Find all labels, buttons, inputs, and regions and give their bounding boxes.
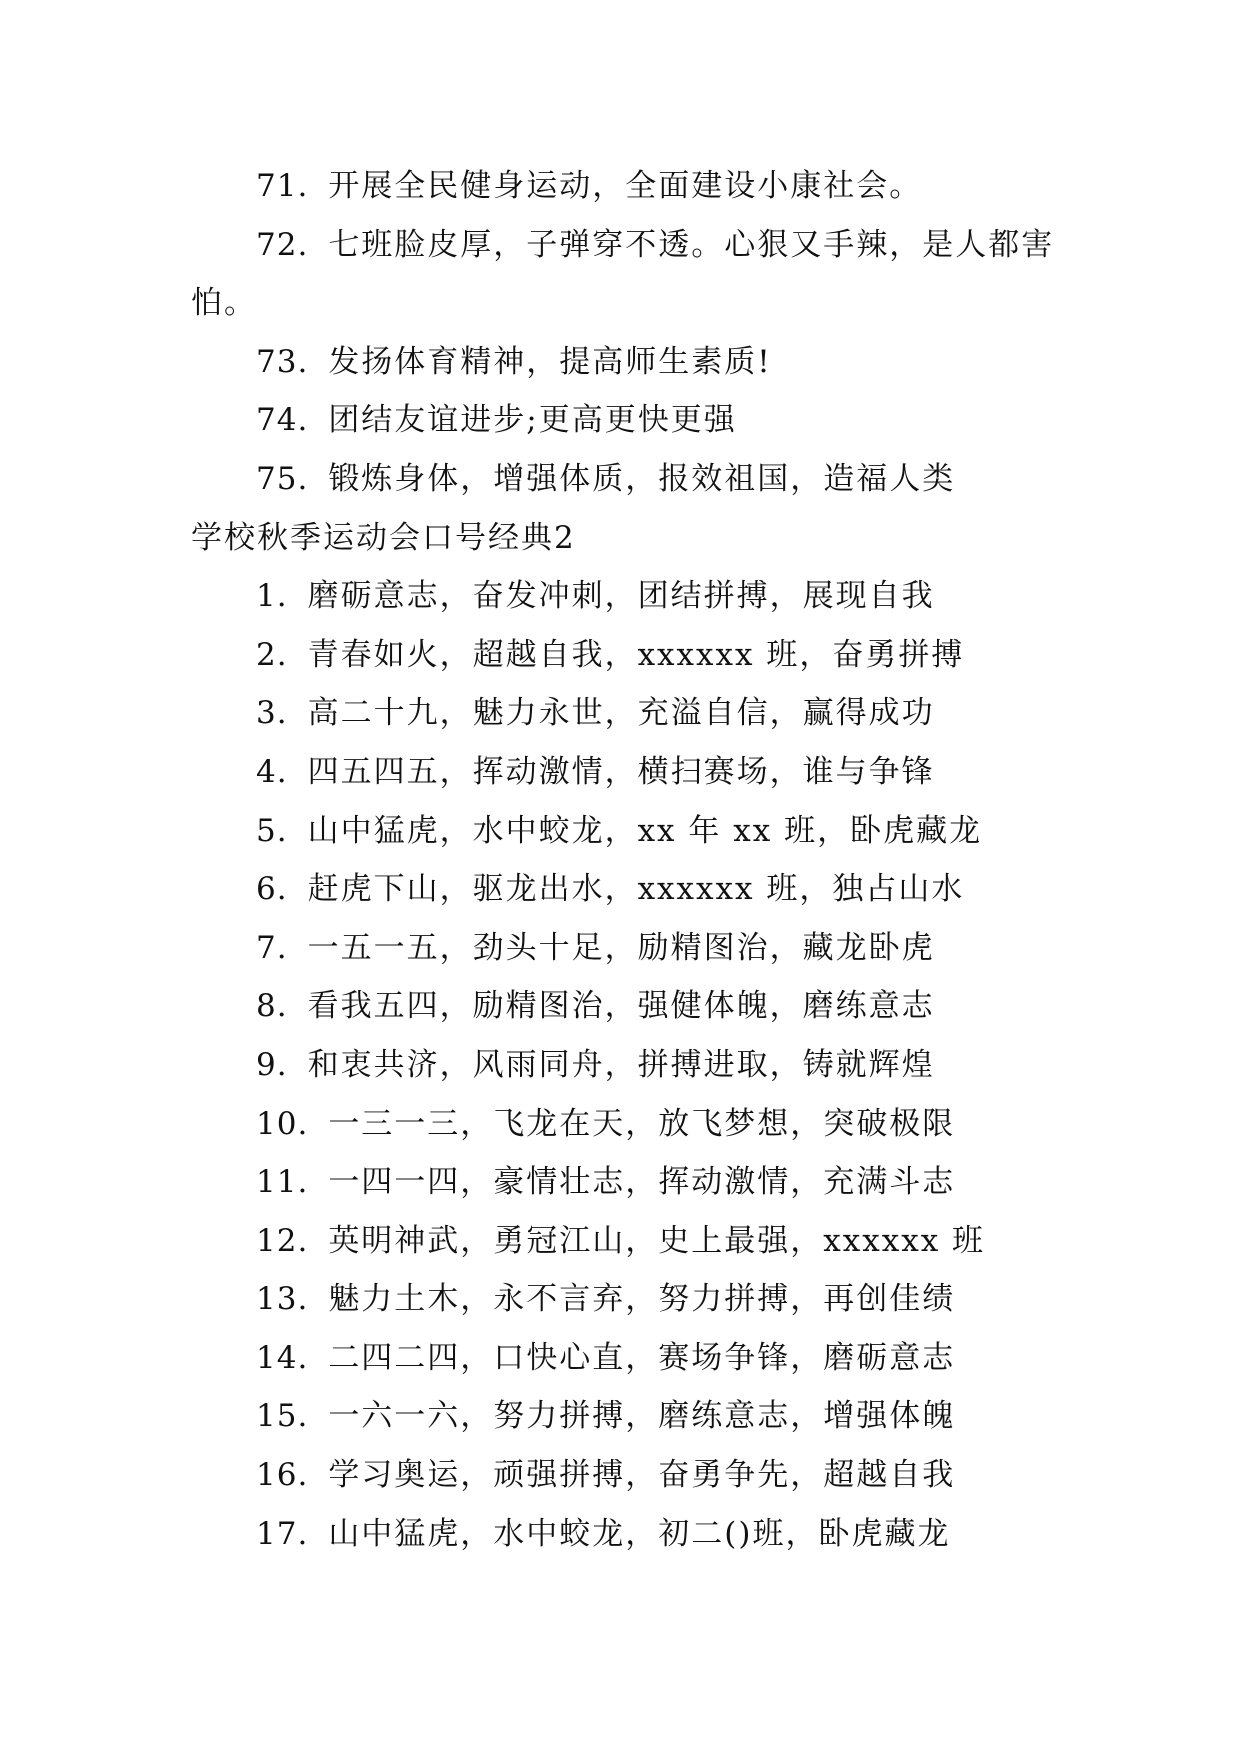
slogan-text: 一三一三，飞龙在天，放飞梦想，突破极限	[328, 1105, 956, 1142]
slogan-number: 73.	[256, 343, 309, 380]
section-title: 学校秋季运动会口号经典2	[191, 519, 576, 556]
slogan-text: 发扬体育精神，提高师生素质!	[328, 343, 772, 380]
slogan-number: 9.	[256, 1046, 288, 1083]
slogan-text: 七班脸皮厚，子弹穿不透。心狠又手辣，是人都害	[328, 226, 1055, 263]
slogan-73	[191, 333, 1057, 392]
slogan-number: 3.	[256, 695, 288, 732]
slogan-14	[191, 1329, 1057, 1388]
slogan-72	[191, 216, 1057, 275]
slogan-1	[191, 567, 1057, 626]
slogan-number: 7.	[256, 929, 288, 966]
document-body	[191, 157, 1057, 1563]
slogan-text: 开展全民健身运动，全面建设小康社会。	[328, 168, 923, 204]
slogan-text: 锻炼身体，增强体质，报效祖国，造福人类	[328, 460, 956, 497]
slogan-number: 74.	[256, 402, 309, 439]
slogan-75	[191, 450, 1057, 509]
slogan-number: 75.	[256, 460, 309, 497]
slogan-number: 8.	[256, 988, 288, 1025]
slogan-number: 13.	[256, 1281, 309, 1318]
slogan-text: 磨砺意志，奋发冲刺，团结拼搏，展现自我	[307, 578, 935, 615]
slogan-text: 一五一五，劲头十足，励精图治，藏龙卧虎	[307, 929, 935, 966]
slogan-text: 二四二四，口快心直，赛场争锋，磨砺意志	[328, 1339, 956, 1376]
slogan-number: 16.	[256, 1457, 309, 1494]
slogan-4	[191, 743, 1057, 802]
slogan-16	[191, 1446, 1057, 1505]
slogan-72-continuation	[191, 274, 1057, 333]
slogan-5	[191, 802, 1057, 861]
slogan-10	[191, 1095, 1057, 1154]
slogan-number: 11.	[256, 1164, 309, 1201]
slogan-number: 5.	[256, 812, 288, 849]
slogan-number: 71.	[256, 168, 309, 204]
slogan-9	[191, 1036, 1057, 1095]
slogan-71	[191, 157, 1057, 216]
slogan-text: 一六一六，努力拼搏，磨练意志，增强体魄	[328, 1398, 956, 1435]
slogan-3	[191, 684, 1057, 743]
slogan-text: 山中猛虎，水中蛟龙，初二()班，卧虎藏龙	[328, 1515, 951, 1552]
slogan-text: 四五四五，挥动激情，横扫赛场，谁与争锋	[307, 753, 935, 790]
slogan-number: 72.	[256, 226, 309, 263]
slogan-number: 6.	[256, 871, 288, 908]
slogan-8	[191, 977, 1057, 1036]
slogan-text: 高二十九，魅力永世，充溢自信，赢得成功	[307, 695, 935, 732]
slogan-number: 17.	[256, 1515, 309, 1552]
slogan-number: 15.	[256, 1398, 309, 1435]
slogan-text: 英明神武，勇冠江山，史上最强，xxxxxx 班	[328, 1222, 986, 1259]
slogan-number: 12.	[256, 1222, 309, 1259]
slogan-text: 山中猛虎，水中蛟龙，xx 年 xx 班，卧虎藏龙	[307, 812, 983, 849]
slogan-17	[191, 1505, 1057, 1564]
slogan-74	[191, 391, 1057, 450]
slogan-number: 10.	[256, 1105, 309, 1142]
slogan-text: 看我五四，励精图治，强健体魄，磨练意志	[307, 988, 935, 1025]
slogan-text: 青春如火，超越自我，xxxxxx 班，奋勇拼搏	[307, 636, 965, 673]
slogan-number: 2.	[256, 636, 288, 673]
slogan-text: 一四一四，豪情壮志，挥动激情，充满斗志	[328, 1164, 956, 1201]
slogan-11	[191, 1153, 1057, 1212]
slogan-number: 1.	[256, 578, 288, 615]
slogan-text: 和衷共济，风雨同舟，拼搏进取，铸就辉煌	[307, 1046, 935, 1083]
slogan-text: 学习奥运，顽强拼搏，奋勇争先，超越自我	[328, 1457, 956, 1494]
slogan-number: 4.	[256, 753, 288, 790]
slogan-2	[191, 626, 1057, 685]
slogan-text: 团结友谊进步;更高更快更强	[328, 402, 737, 439]
slogan-number: 14.	[256, 1339, 309, 1376]
slogan-text: 魅力土木，永不言弃，努力拼搏，再创佳绩	[328, 1281, 956, 1318]
slogan-text: 怕。	[191, 285, 257, 322]
slogan-12	[191, 1212, 1057, 1271]
slogan-text: 赶虎下山，驱龙出水，xxxxxx 班，独占山水	[307, 871, 965, 908]
slogan-13	[191, 1270, 1057, 1329]
slogan-15	[191, 1387, 1057, 1446]
slogan-6	[191, 860, 1057, 919]
slogan-7	[191, 919, 1057, 978]
